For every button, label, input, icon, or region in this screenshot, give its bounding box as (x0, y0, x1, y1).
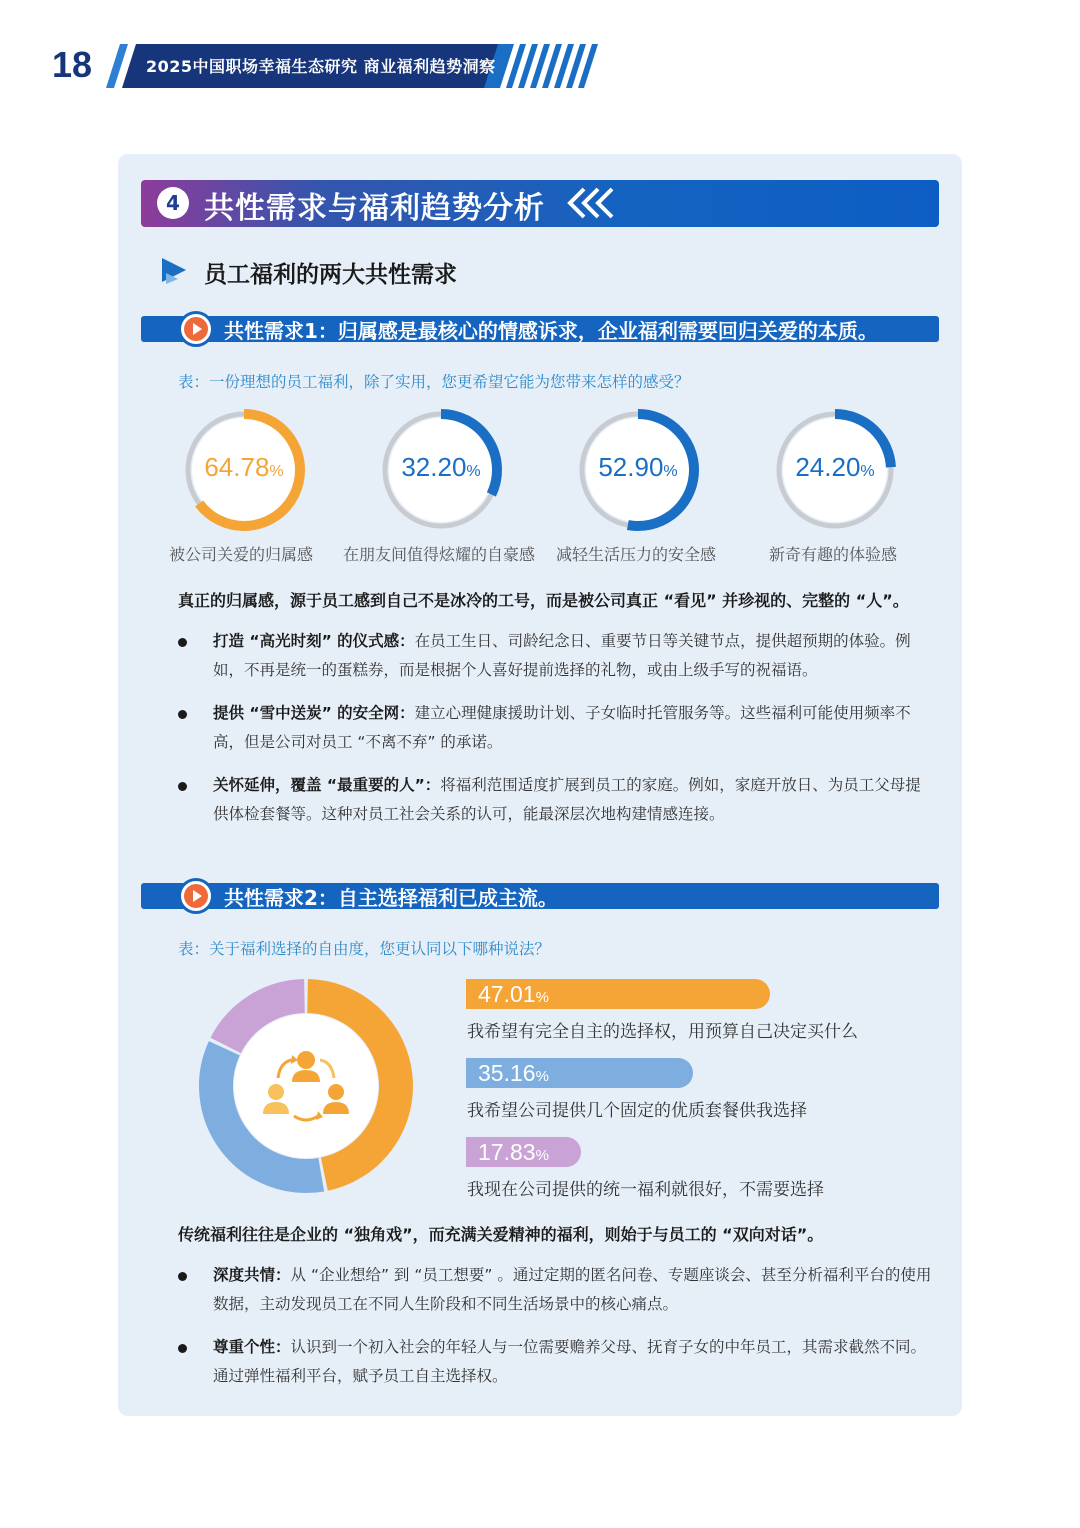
donut-value: 24.20% (795, 452, 875, 482)
play-icon (178, 878, 214, 914)
subsection-title: 员工福利的两大共性需求 (204, 262, 457, 288)
need1-question: 表：一份理想的员工福利，除了实用，您更希望它能为您带来怎样的感受？ (178, 373, 690, 391)
play-triangle-icon (158, 255, 188, 285)
bullet-dot (178, 1272, 187, 1281)
need2-question: 表：关于福利选择的自由度，您更认同以下哪种说法？ (178, 940, 551, 958)
bar-label: 我希望有完全自主的选择权，用预算自己决定买什么 (467, 1022, 858, 1042)
section-number-badge: 4 (157, 187, 189, 219)
bullet-dot (178, 638, 187, 647)
header-title: 2025中国职场幸福生态研究 商业福利趋势洞察 (146, 57, 496, 76)
need2-title: 共性需求2：自主选择福利已成主流。 (224, 886, 558, 910)
bar-value: 47.01% (478, 981, 549, 1007)
bullet-dot (178, 1344, 187, 1353)
donut-chart (771, 406, 899, 534)
bar-value: 35.16% (478, 1060, 549, 1086)
need2-lead: 传统福利往往是企业的 “独角戏”，而充满关爱精神的福利，则始于与员工的 “双向对话”。 (178, 1225, 824, 1244)
need1-lead: 真正的归属感，源于员工感到自己不是冰冷的工号，而是被公司真正 “看见” 并珍视的、完整的 “人”。 (178, 591, 909, 610)
donut-value: 64.78% (204, 452, 284, 482)
bar-label: 我现在公司提供的统一福利就很好，不需要选择 (467, 1180, 824, 1200)
need1-title: 共性需求1：归属感是最核心的情感诉求，企业福利需要回归关爱的本质。 (224, 319, 878, 343)
bullet-dot (178, 710, 187, 719)
donut-chart (574, 406, 702, 534)
section-title: 共性需求与福利趋势分析 (204, 191, 545, 226)
bar-value: 17.83% (478, 1139, 549, 1165)
donut-label: 减轻生活压力的安全感 (556, 545, 717, 564)
bar-label: 我希望公司提供几个固定的优质套餐供我选择 (467, 1101, 807, 1121)
people-exchange-icon (258, 1048, 354, 1124)
play-icon (178, 311, 214, 347)
donut-label: 新奇有趣的体验感 (769, 545, 898, 564)
donut-label: 在朋友间值得炫耀的自豪感 (343, 545, 536, 564)
chevron-left-icon (566, 185, 618, 221)
donut-label: 被公司关爱的归属感 (169, 545, 314, 564)
bullet-dot (178, 782, 187, 791)
page-number: 18 (52, 44, 93, 85)
donut-chart (377, 406, 505, 534)
donut-chart (180, 406, 308, 534)
donut-value: 52.90% (598, 452, 678, 482)
donut-value: 32.20% (401, 452, 481, 482)
